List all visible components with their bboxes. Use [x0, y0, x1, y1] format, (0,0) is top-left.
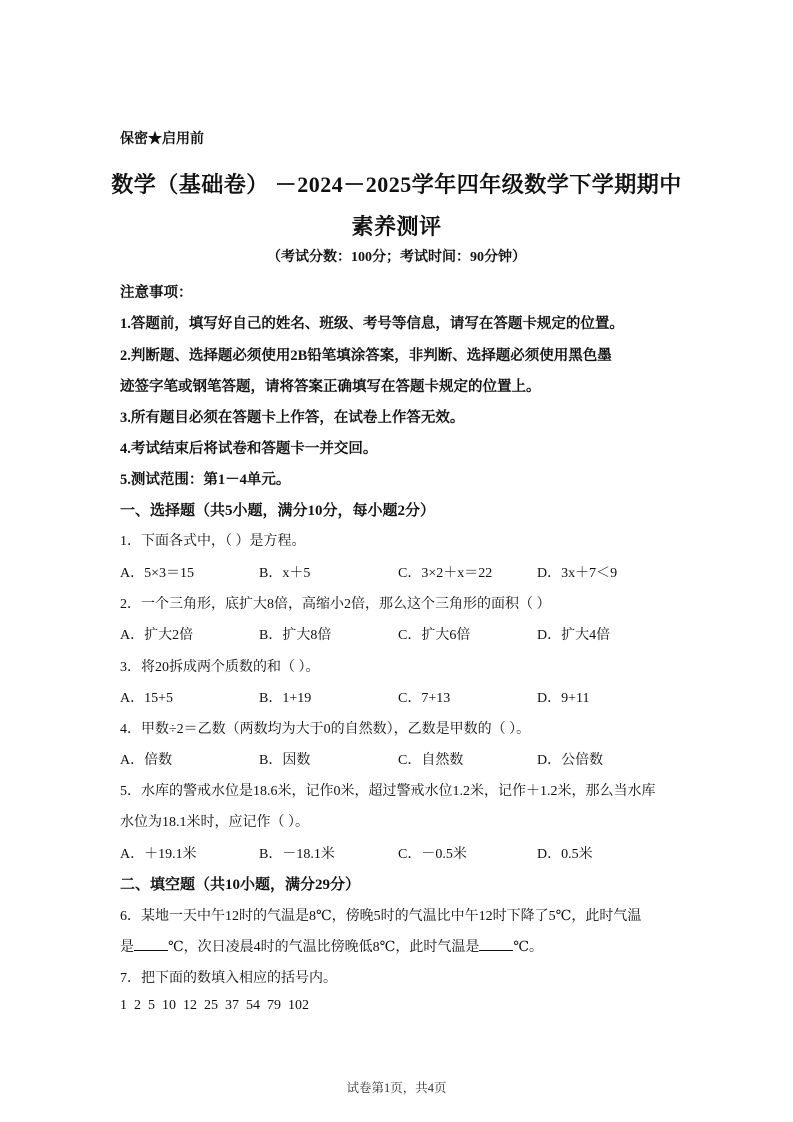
question-1: 1．下面各式中，（ ）是方程。 [120, 534, 306, 549]
q3-option-d: D．9+11 [537, 691, 590, 706]
note-item-3: 3.所有题目必须在答题卡上作答，在试卷上作答无效。 [120, 410, 465, 426]
note-item-5: 5.测试范围：第1－4单元。 [120, 472, 291, 488]
note-item-1: 1.答题前，填写好自己的姓名、班级、考号等信息，请写在答题卡规定的位置。 [120, 316, 624, 332]
notes-heading: 注意事项： [120, 285, 193, 301]
question-4: 4．甲数÷2＝乙数（两数均为大于0的自然数），乙数是甲数的（ ）。 [120, 722, 531, 737]
section-2-heading: 二、填空题（共10小题，满分29分） [120, 877, 361, 893]
q6-text-a: 是 [120, 940, 134, 955]
note-item-2-cont: 迹签字笔或钢笔答题，请将答案正确填写在答题卡规定的位置上。 [120, 379, 541, 395]
note-item-4: 4.考试结束后将试卷和答题卡一并交回。 [120, 441, 378, 457]
q4-option-d: D．公倍数 [537, 753, 604, 768]
q1-option-d: D．3x＋7＜9 [537, 566, 618, 581]
q4-option-c: C．自然数 [398, 753, 464, 768]
q6-blank-1[interactable] [134, 938, 168, 951]
q1-option-b: B．x＋5 [259, 566, 311, 581]
question-7: 7．把下面的数填入相应的括号内。 [120, 971, 337, 986]
note-item-2: 2.判断题、选择题必须使用2B铅笔填涂答案，非判断、选择题必须使用黑色墨 [120, 348, 612, 364]
question-5-cont: 水位为18.1米时，应记作（ ）。 [120, 815, 309, 830]
question-3: 3．将20拆成两个质数的和（ ）。 [120, 660, 320, 675]
q5-option-b: B．－18.1米 [259, 847, 335, 862]
q2-option-c: C．扩大6倍 [398, 628, 471, 643]
q3-option-c: C．7+13 [398, 691, 451, 706]
q1-option-a: A．5×3＝15 [120, 566, 195, 581]
q5-option-a: A．＋19.1米 [120, 847, 197, 862]
q4-option-b: B．因数 [259, 753, 311, 768]
q6-text-c: ℃。 [513, 940, 543, 955]
question-2: 2．一个三角形，底扩大8倍，高缩小2倍，那么这个三角形的面积（ ） [120, 597, 551, 612]
q3-option-a: A．15+5 [120, 691, 174, 706]
q5-option-d: D．0.5米 [537, 847, 593, 862]
q3-option-b: B．1+19 [259, 691, 312, 706]
exam-subtitle: 素养测评 [351, 214, 442, 239]
q7-number-list: 1 2 5 10 12 25 37 54 79 102 [120, 998, 309, 1013]
q4-option-a: A．倍数 [120, 753, 173, 768]
exam-info: （考试分数：100分；考试时间：90分钟） [267, 250, 526, 265]
exam-title: 数学（基础卷） －2024－2025学年四年级数学下学期期中 [111, 172, 682, 197]
question-6: 6．某地一天中午12时的气温是8℃，傍晚5时的气温比中午12时下降了5℃，此时气温 [120, 909, 642, 924]
q2-option-d: D．扩大4倍 [537, 628, 611, 643]
q2-option-b: B．扩大8倍 [259, 628, 332, 643]
section-1-heading: 一、选择题（共5小题，满分10分，每小题2分） [120, 503, 436, 519]
q5-option-c: C．－0.5米 [398, 847, 467, 862]
question-5: 5．水库的警戒水位是18.6米，记作0米，超过警戒水位1.2米，记作＋1.2米，那么当水库 [120, 784, 656, 799]
q6-blank-2[interactable] [479, 938, 513, 951]
q6-text-b: ℃，次日凌晨4时的气温比傍晚低8℃，此时气温是 [168, 940, 480, 955]
question-6-cont [120, 936, 543, 956]
confidential-label: 保密★启用前 [120, 132, 204, 147]
q1-option-c: C．3×2＋x＝22 [398, 566, 493, 581]
q2-option-a: A．扩大2倍 [120, 628, 194, 643]
page-footer: 试卷第1页，共4页 [346, 1081, 447, 1095]
